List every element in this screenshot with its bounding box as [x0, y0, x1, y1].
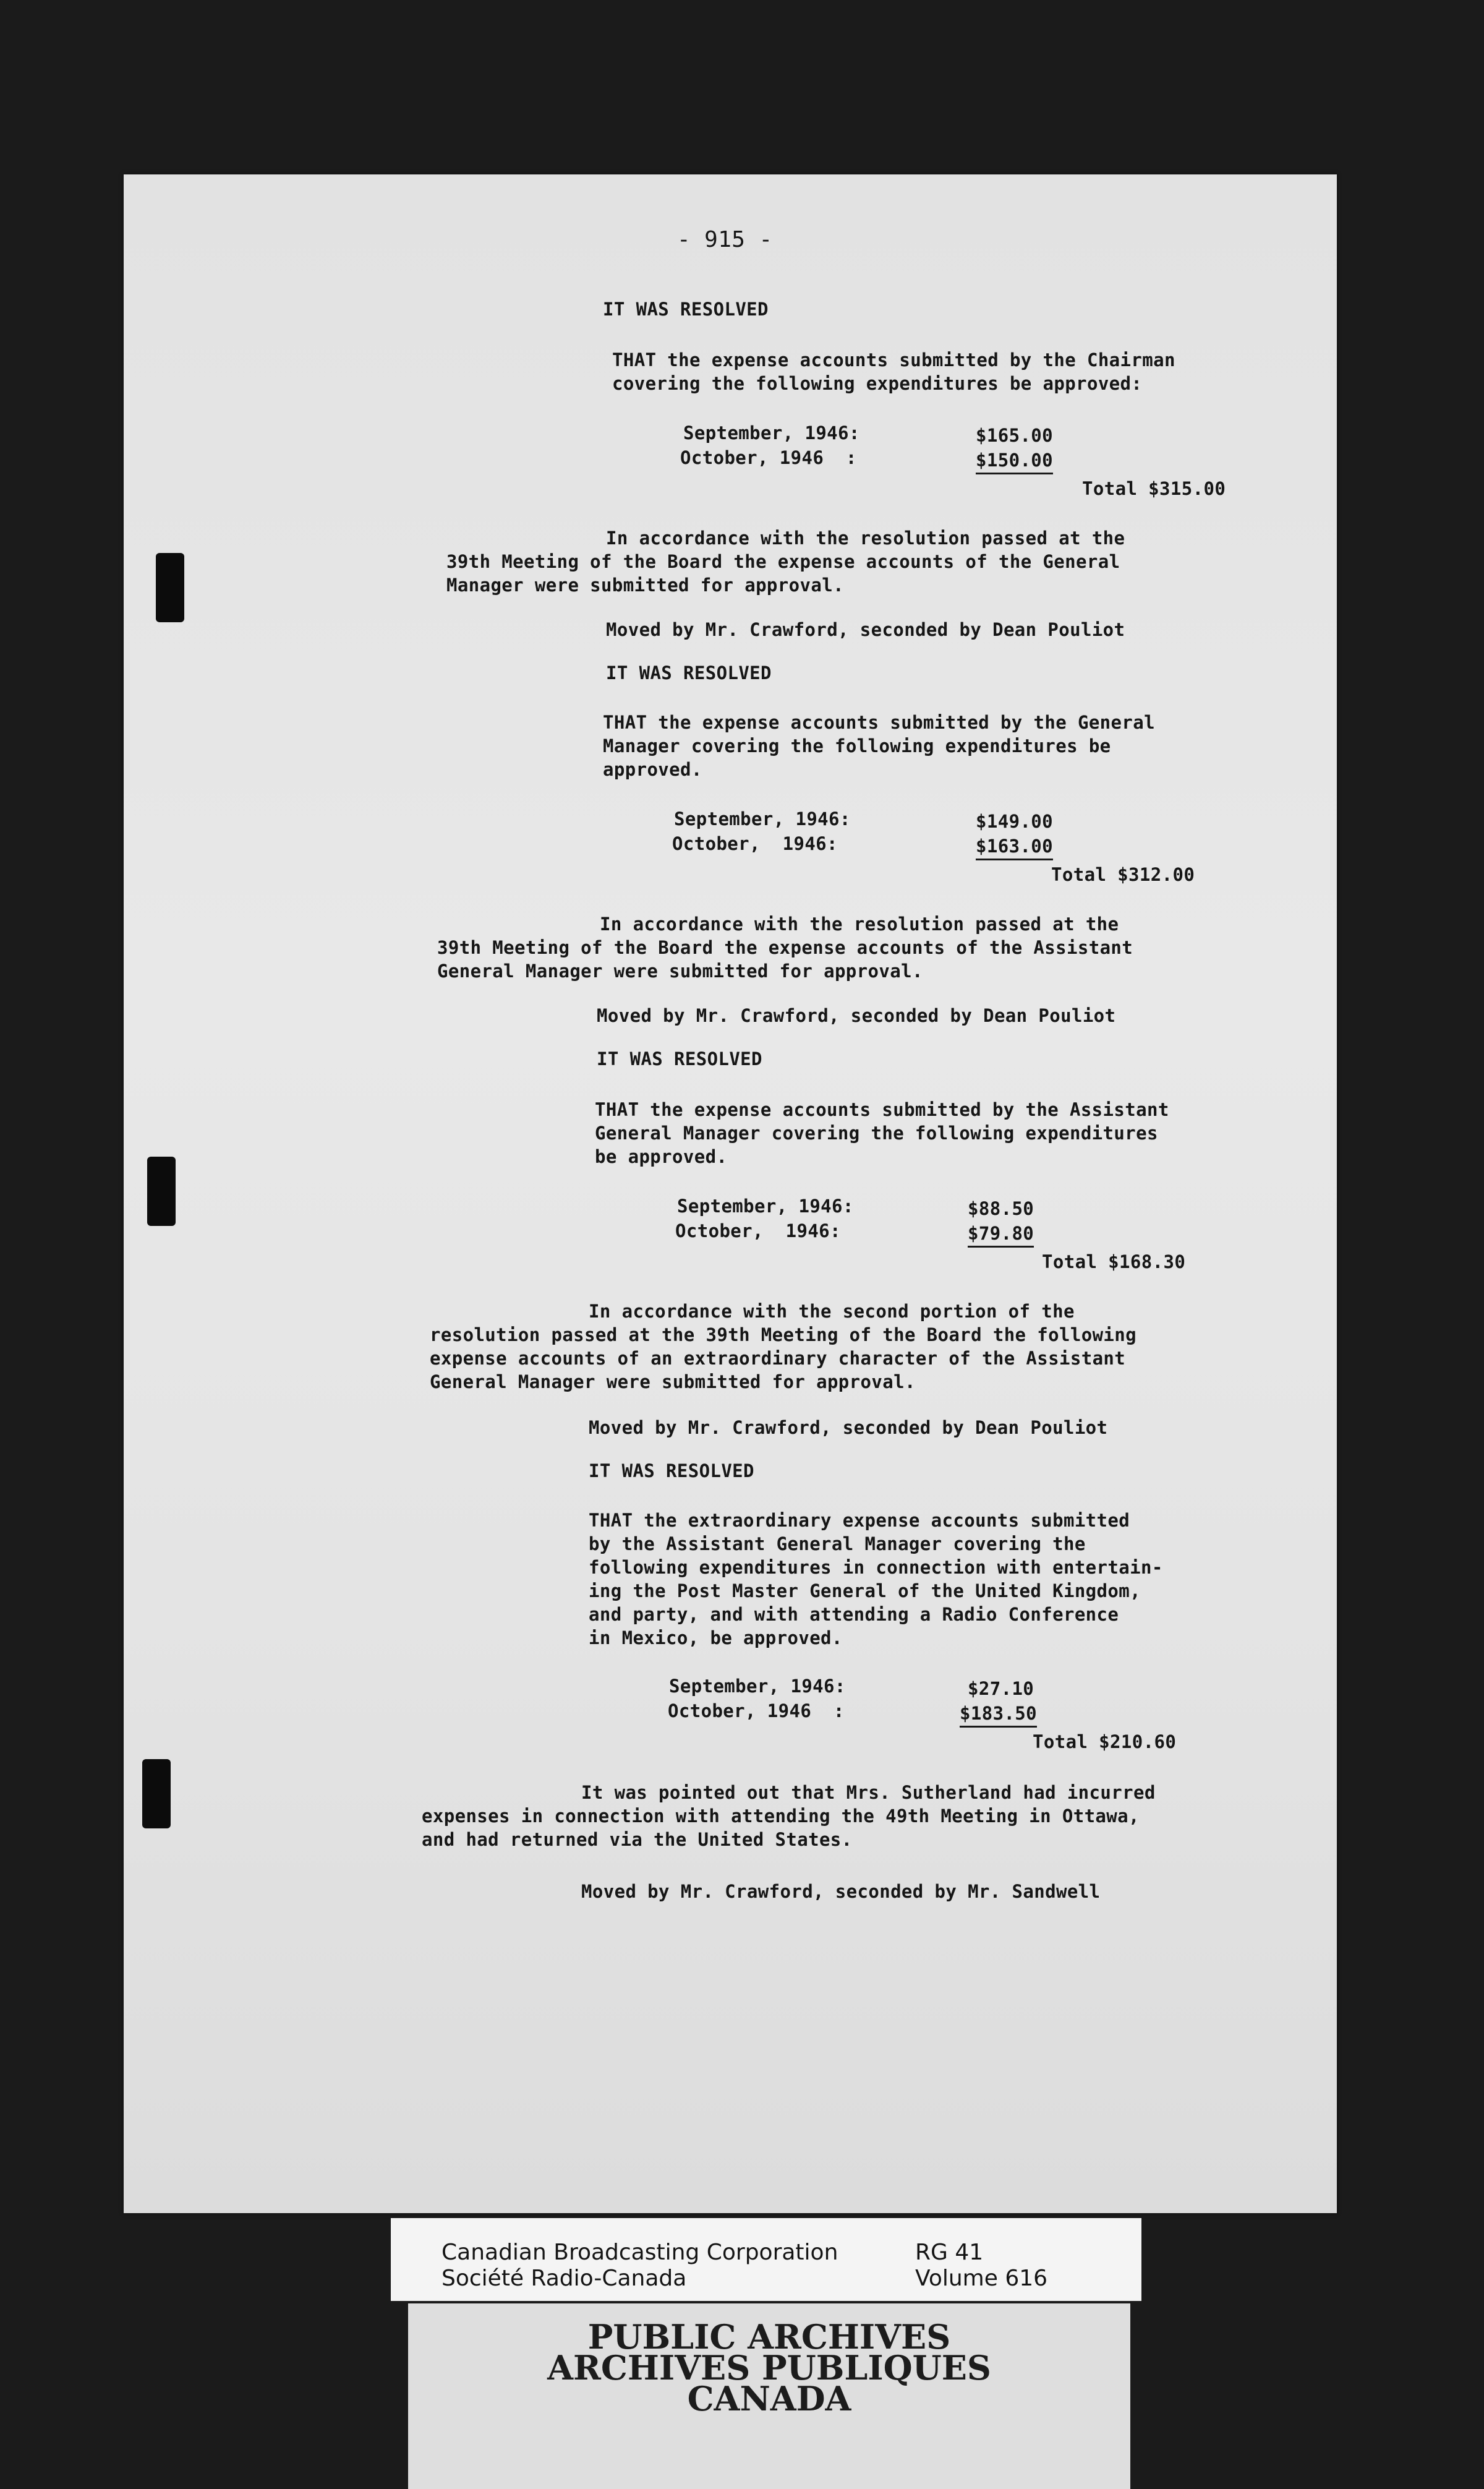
record-group: RG 41	[915, 2240, 984, 2265]
motion-line: Moved by Mr. Crawford, seconded by Dean Pouliot	[606, 619, 1125, 640]
expense-month: September, 1946:	[669, 1676, 846, 1697]
archive-label	[391, 2218, 1141, 2301]
stamp-line: PUBLIC ARCHIVES	[587, 2317, 951, 2357]
expense-month: September, 1946:	[683, 422, 860, 443]
paragraph-line: In accordance with the resolution passed at the	[600, 914, 1119, 935]
document-page	[124, 174, 1337, 2213]
resolution-heading: IT WAS RESOLVED	[597, 1048, 762, 1069]
expense-amount: $88.50	[968, 1198, 1034, 1219]
paragraph-line: expense accounts of an extraordinary character of the Assistant	[430, 1348, 1126, 1369]
resolution-heading: IT WAS RESOLVED	[606, 662, 772, 683]
paragraph-line: General Manager were submitted for approval.	[430, 1371, 916, 1392]
binder-hole	[147, 1157, 176, 1226]
paragraph-line: and had returned via the United States.	[422, 1829, 853, 1850]
resolution-heading: IT WAS RESOLVED	[589, 1460, 754, 1481]
expense-amount: $79.80	[968, 1221, 1034, 1248]
paragraph-line: In accordance with the second portion of the	[589, 1301, 1075, 1322]
resolution-heading: IT WAS RESOLVED	[603, 299, 769, 320]
expense-month: October, 1946 :	[668, 1700, 845, 1721]
page-number: - 915 -	[677, 227, 773, 252]
expense-amount: $183.50	[960, 1701, 1037, 1728]
resolution-text-line: THAT the extraordinary expense accounts submitted	[589, 1510, 1130, 1531]
paragraph-line: It was pointed out that Mrs. Sutherland had incurred	[581, 1782, 1156, 1803]
expense-amount: $165.00	[976, 425, 1054, 446]
expense-total: Total $312.00	[1051, 864, 1195, 885]
expense-month: October, 1946:	[675, 1220, 841, 1241]
resolution-text-line: in Mexico, be approved.	[589, 1627, 843, 1648]
resolution-text-line: General Manager covering the following expenditures	[595, 1123, 1158, 1144]
resolution-text-line: and party, and with attending a Radio Conference	[589, 1604, 1119, 1625]
expense-total: Total $168.30	[1042, 1251, 1186, 1272]
expense-month: September, 1946:	[674, 808, 851, 829]
resolution-text-line: following expenditures in connection with entertain-	[589, 1557, 1163, 1578]
motion-line: Moved by Mr. Crawford, seconded by Mr. Sandwell	[581, 1881, 1101, 1902]
paragraph-line: resolution passed at the 39th Meeting of the Board the following	[430, 1324, 1137, 1345]
expense-month: October, 1946:	[672, 833, 838, 854]
paragraph-line: 39th Meeting of the Board the expense accounts of the Assistant	[437, 937, 1133, 958]
resolution-text-line: covering the following expenditures be approved:	[612, 373, 1143, 394]
organization-name-fr: Société Radio-Canada	[441, 2266, 687, 2291]
resolution-text-line: approved.	[603, 759, 702, 780]
paragraph-line: In accordance with the resolution passed at the	[606, 528, 1125, 549]
binder-hole	[142, 1759, 171, 1828]
resolution-text-line: by the Assistant General Manager covering the	[589, 1533, 1086, 1554]
paragraph-line: expenses in connection with attending the 49th Meeting in Ottawa,	[422, 1806, 1140, 1827]
resolution-text-line: THAT the expense accounts submitted by the Chairman	[612, 349, 1175, 371]
volume-number: Volume 616	[915, 2266, 1048, 2291]
paragraph-line: 39th Meeting of the Board the expense accounts of the General	[446, 551, 1120, 572]
organization-name-en: Canadian Broadcasting Corporation	[441, 2240, 838, 2265]
paragraph-line: Manager were submitted for approval.	[446, 575, 844, 596]
resolution-text-line: be approved.	[595, 1146, 728, 1167]
resolution-text-line: THAT the expense accounts submitted by the Assistant	[595, 1099, 1169, 1120]
resolution-text-line: ing the Post Master General of the United Kingdom,	[589, 1580, 1141, 1601]
motion-line: Moved by Mr. Crawford, seconded by Dean Pouliot	[597, 1005, 1116, 1026]
motion-line: Moved by Mr. Crawford, seconded by Dean Pouliot	[589, 1417, 1108, 1438]
binder-hole	[156, 553, 184, 622]
archive-stamp	[408, 2303, 1130, 2489]
expense-total: Total $315.00	[1082, 478, 1226, 499]
resolution-text-line: Manager covering the following expenditures be	[603, 735, 1111, 756]
stamp-line: CANADA	[687, 2379, 851, 2418]
expense-amount: $150.00	[976, 448, 1053, 474]
expense-total: Total $210.60	[1033, 1731, 1177, 1752]
expense-month: September, 1946:	[677, 1196, 854, 1217]
resolution-text-line: THAT the expense accounts submitted by the General	[603, 712, 1155, 733]
stamp-line: ARCHIVES PUBLIQUES	[547, 2348, 991, 2388]
expense-month: October, 1946 :	[680, 447, 857, 468]
paragraph-line: General Manager were submitted for approval.	[437, 961, 923, 982]
expense-amount: $27.10	[968, 1678, 1034, 1699]
expense-amount: $163.00	[976, 834, 1053, 860]
expense-amount: $149.00	[976, 811, 1054, 832]
